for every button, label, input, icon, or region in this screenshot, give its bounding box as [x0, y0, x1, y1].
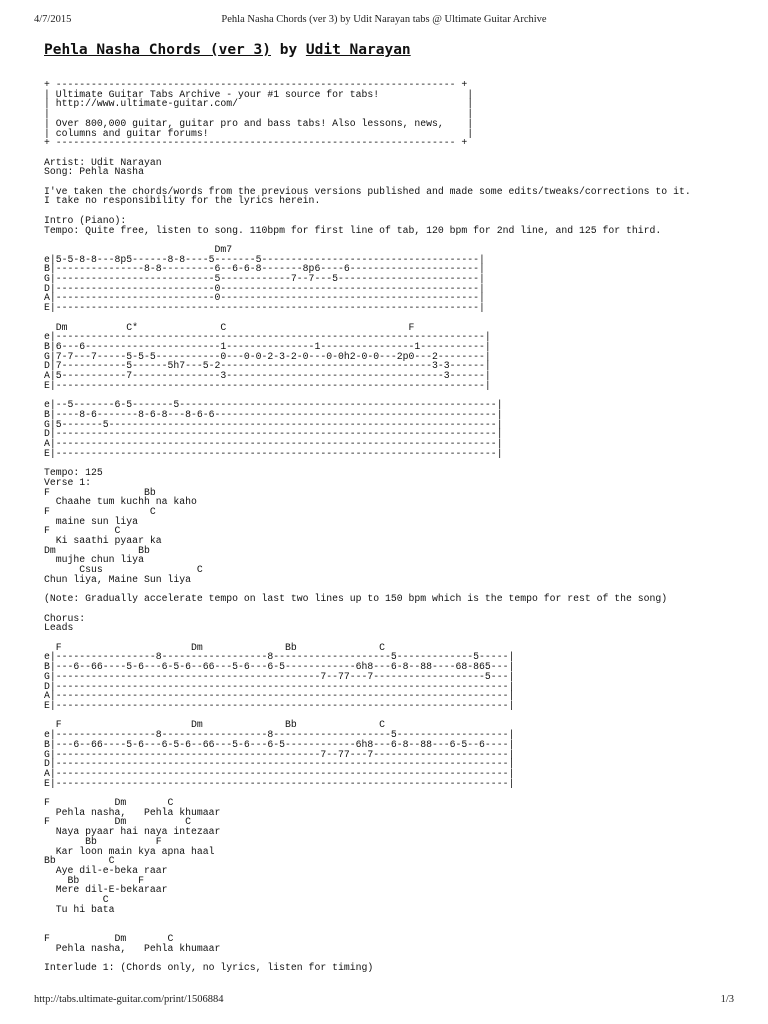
- song-title: [44, 42, 411, 58]
- print-page-title: Pehla Nasha Chords (ver 3) by Udit Narayan tabs @ Ultimate Guitar Archive: [221, 14, 547, 25]
- tab-content: + -------------------------------------------------------------------- + | Ultimate Guitar Tabs Archive - your #1 source for tabs! | | http://www.ultimate-guitar.com/ | | | | Over 800,000 guitar, guitar pro and bass tabs! Also lessons, news, | | columns and guitar forums! | + -------------------------------------------------------------------- + Artist: Udit Narayan Song: Pehla Nasha I've taken the chords/words from the previous versions published and made some edits/tweaks/corrections to it. I take no responsibility for the lyrics herein. Intro (Piano): Tempo: Quite free, listen to song. 110bpm for first line of tab, 120 bpm for 2nd line, and 125 for third. Dm7 e|5-5-8-8---8p5------8-8----5-------5-------------------------------------| B|---------------8-8---------6--6-6-8-------8p6----6----------------------| G|---------------------------5------------7--7---5------------------------| D|---------------------------0--------------------------------------------| A|---------------------------0--------------------------------------------| E|------------------------------------------------------------------------| Dm C* C F e|-------------------------------------------------------------------------| B|6---6-----------------------1---------------1----------------1-----------| G|7-7---7-----5-5-5-----------0---0-0-2-3-2-0---0-0h2-0-0---2p0---2--------| D|7-----------5------5h7---5-2------------------------------------3-3------| A|5-----------7---------------3-------------------------------------3------| E|-------------------------------------------------------------------------| e|--5-------6-5-------5------------------------------------------------------| B|----8-6-------8-6-8---8-6-6------------------------------------------------| G|5-------5------------------------------------------------------------------| D|---------------------------------------------------------------------------| A|---------------------------------------------------------------------------| E|---------------------------------------------------------------------------| Tempo: 125 Verse 1: F Bb Chaahe tum kuchh na kaho F C maine sun liya F C Ki saathi pyaar ka Dm Bb mujhe chun liya Csus C Chun liya, Maine Sun liya (Note: Gradually accelerate tempo on last two lines up to 150 bpm which is the tempo for rest of the song) Chorus: Leads F Dm Bb C e|-----------------8------------------8--------------------5-------------5-----| B|---6--66----5-6---6-5-6--66---5-6---6-5------------6h8---6-8--88----68-865---| G|---------------------------------------------7--77---7-------------------5---| D|-----------------------------------------------------------------------------| A|-----------------------------------------------------------------------------| E|-----------------------------------------------------------------------------| F Dm Bb C e|-----------------8------------------8--------------------5-------------------| B|---6--66----5-6---6-5-6--66---5-6---6-5------------6h8---6-8--88---6-5--6----| G|---------------------------------------------7--77---7-----------------------| D|-----------------------------------------------------------------------------| A|-----------------------------------------------------------------------------| E|-----------------------------------------------------------------------------| F Dm C Pehla nasha, Pehla khumaar F Dm C Naya pyaar hai naya intezaar Bb F Kar loon main kya apna haal Bb C Aye dil-e-beka raar Bb F Mere dil-E-bekaraar C Tu hi bata F Dm C Pehla nasha, Pehla khumaar Interlude 1: (Chords only, no lyrics, listen for timing): [44, 79, 691, 973]
- print-date: 4/7/2015: [34, 14, 72, 25]
- page-number: 1/3: [720, 994, 734, 1005]
- song-title-by: by: [270, 42, 306, 58]
- song-title-name[interactable]: Pehla Nasha Chords (ver 3): [44, 42, 271, 58]
- print-footer: [0, 994, 768, 1008]
- print-url: http://tabs.ultimate-guitar.com/print/1506884: [34, 994, 224, 1005]
- print-header: [0, 14, 768, 28]
- artist-link[interactable]: Udit Narayan: [305, 42, 411, 58]
